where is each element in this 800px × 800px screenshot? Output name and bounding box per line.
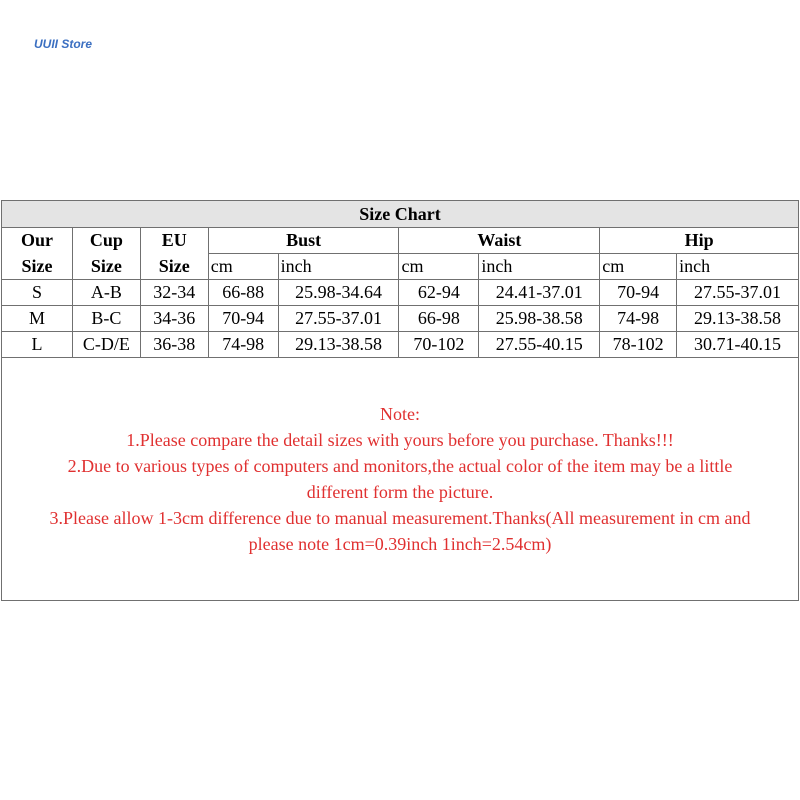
header-hip-cm: cm: [600, 254, 677, 280]
table-cell: 24.41-37.01: [479, 280, 600, 306]
header-waist-inch: inch: [479, 254, 600, 280]
table-cell: S: [2, 280, 73, 306]
header-hip-inch: inch: [677, 254, 799, 280]
note-line: different form the picture.: [306, 482, 494, 502]
table-cell: 74-98: [600, 306, 677, 332]
table-row: [2, 332, 799, 358]
table-cell: 74-98: [208, 332, 278, 358]
table-cell: 66-88: [208, 280, 278, 306]
table-cell: 25.98-34.64: [278, 280, 399, 306]
table-cell: 29.13-38.58: [278, 332, 399, 358]
table-cell: 27.55-37.01: [677, 280, 799, 306]
header-bust-inch: inch: [278, 254, 399, 280]
header-waist-cm: cm: [399, 254, 479, 280]
table-cell: 32-34: [140, 280, 208, 306]
note-line: 2.Due to various types of computers and monitors,the actual color of the item may be a little: [67, 456, 733, 476]
header-bust: Bust: [208, 228, 399, 254]
table-cell: 27.55-40.15: [479, 332, 600, 358]
table-cell: 36-38: [140, 332, 208, 358]
size-chart: [1, 200, 799, 601]
store-watermark: UUII Store: [34, 37, 93, 51]
table-cell: 27.55-37.01: [278, 306, 399, 332]
header-our-size-line2: Size: [2, 254, 73, 280]
header-eu-size-line2: Size: [140, 254, 208, 280]
table-cell: 34-36: [140, 306, 208, 332]
table-cell: A-B: [72, 280, 140, 306]
note-line: please note 1cm=0.39inch 1inch=2.54cm): [248, 534, 552, 554]
header-bust-cm: cm: [208, 254, 278, 280]
chart-title: Size Chart: [2, 201, 799, 228]
header-waist: Waist: [399, 228, 600, 254]
header-our-size-line1: Our: [2, 228, 73, 254]
header-cup-size-line1: Cup: [72, 228, 140, 254]
note-line: 3.Please allow 1-3cm difference due to manual measurement.Thanks(All measurement in cm and: [49, 508, 751, 528]
table-cell: C-D/E: [72, 332, 140, 358]
table-cell: 70-94: [600, 280, 677, 306]
table-row: [2, 280, 799, 306]
table-cell: 70-102: [399, 332, 479, 358]
table-cell: B-C: [72, 306, 140, 332]
table-row: [2, 306, 799, 332]
table-cell: 29.13-38.58: [677, 306, 799, 332]
table-cell: M: [2, 306, 73, 332]
table-cell: 62-94: [399, 280, 479, 306]
notes-block: [2, 401, 798, 557]
note-line: 1.Please compare the detail sizes with yours before you purchase. Thanks!!!: [126, 430, 674, 450]
header-eu-size-line1: EU: [140, 228, 208, 254]
table-cell: 66-98: [399, 306, 479, 332]
table-cell: 70-94: [208, 306, 278, 332]
table-cell: 78-102: [600, 332, 677, 358]
header-hip: Hip: [600, 228, 799, 254]
header-cup-size-line2: Size: [72, 254, 140, 280]
table-cell: L: [2, 332, 73, 358]
note-heading: Note:: [380, 404, 420, 424]
table-cell: 30.71-40.15: [677, 332, 799, 358]
table-cell: 25.98-38.58: [479, 306, 600, 332]
size-table: [1, 200, 799, 358]
